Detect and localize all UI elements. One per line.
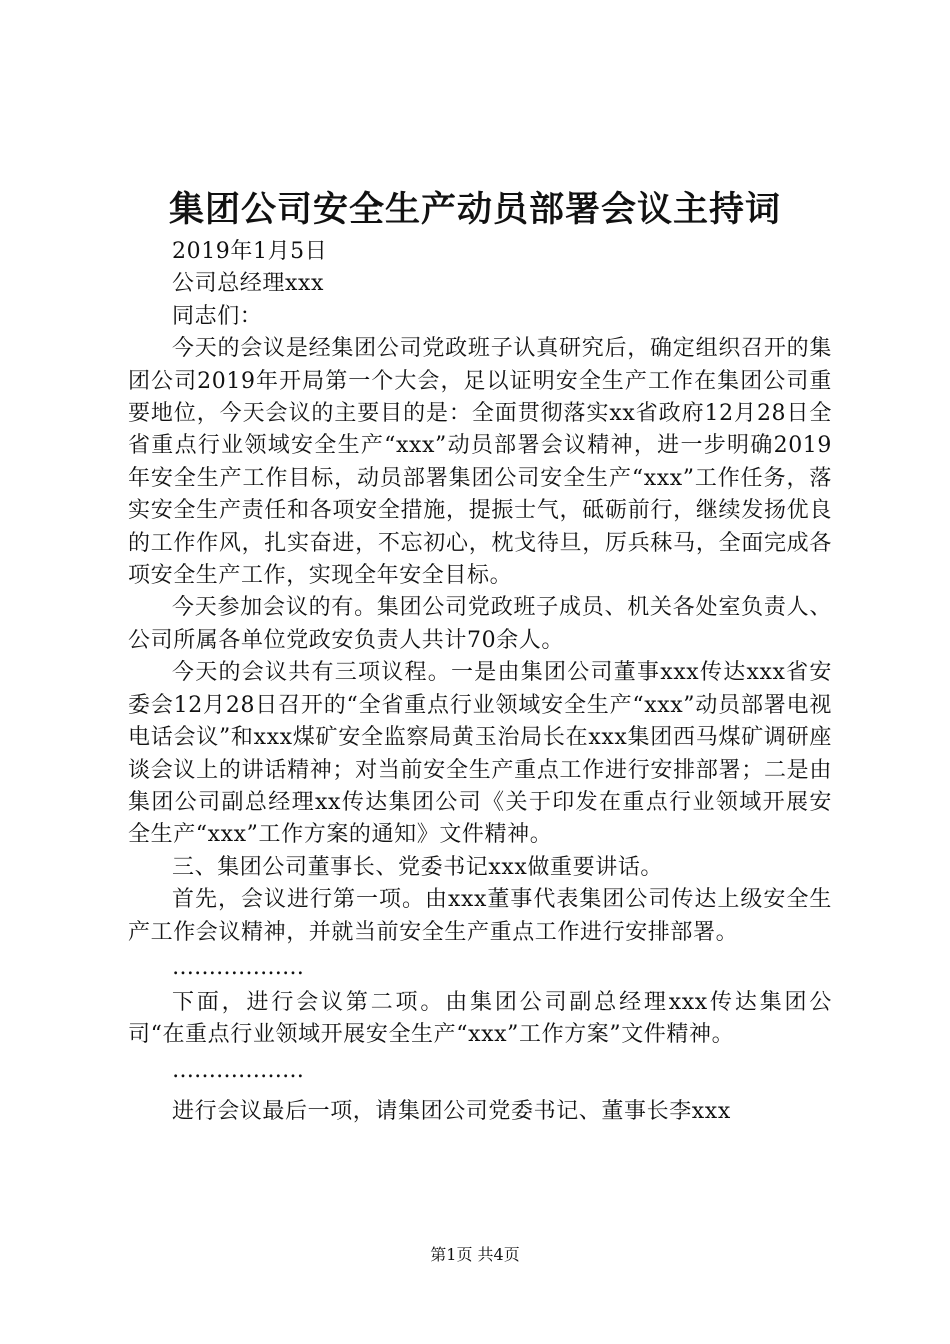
paragraph-second-item: 下面，进行会议第二项。由集团公司副总经理xxx传达集团公司“在重点行业领域开展安全生产“xxx”工作方案”文件精神。 xyxy=(128,989,832,1048)
meeting-date: 2019年1月5日 xyxy=(172,239,328,264)
ellipsis-separator-1: ……………… xyxy=(172,954,304,980)
document-title: 集团公司安全生产动员部署会议主持词 xyxy=(168,189,781,230)
paragraph-first-item: 首先，会议进行第一项。由xxx董事代表集团公司传达上级安全生产工作会议精神，并就当前安全生产重点工作进行安排部署。 xyxy=(128,887,832,945)
salutation: 同志们： xyxy=(172,303,263,329)
paragraph-last-item: 进行会议最后一项，请集团公司党委书记、董事长李xxx xyxy=(172,1098,731,1124)
document-body xyxy=(128,236,832,1128)
paragraph-attendees: 今天参加会议的有。集团公司党政班子成员、机关各处室负责人、公司所属各单位党政安负责人共计70余人。 xyxy=(128,595,832,653)
paragraph-opening: 今天的会议是经集团公司党政班子认真研究后，确定组织召开的集团公司2019年开局第一个大会，足以证明安全生产工作在集团公司重要地位，今天会议的主要目的是：全面贯彻落实xx省政府12月28日全省重点行业领域安全生产“xxx”动员部署会议精神，进一步明确2019年安全生产工作目标，动员部署集团公司安全生产“xxx”工作任务，落实安全生产责任和各项安全措施，提振士气，砥砺前行，继续发扬优良的工作作风，扎实奋进，不忘初心，枕戈待旦，厉兵秣马，全面完成各项安全生产工作，实现全年安全目标。 xyxy=(128,336,832,589)
speaker-line: 公司总经理xxx xyxy=(172,271,325,297)
paragraph-agenda: 今天的会议共有三项议程。一是由集团公司董事xxx传达xxx省安委会12月28日召开的“全省重点行业领域安全生产“xxx”动员部署电视电话会议”和xxx煤矿安全监察局黄玉治局长在xxx集团西马煤矿调研座谈会议上的讲话精神；对当前安全生产重点工作进行安排部署；二是由集团公司副总经理xx传达集团公司《关于印发在重点行业领域开展安全生产“xxx”工作方案的通知》文件精神。 xyxy=(128,660,832,848)
paragraph-agenda-third: 三、集团公司董事长、党委书记xxx做重要讲话。 xyxy=(172,854,664,880)
ellipsis-separator-2: ……………… xyxy=(172,1057,304,1083)
page-footer: 第1页 共4页 xyxy=(430,1245,520,1264)
